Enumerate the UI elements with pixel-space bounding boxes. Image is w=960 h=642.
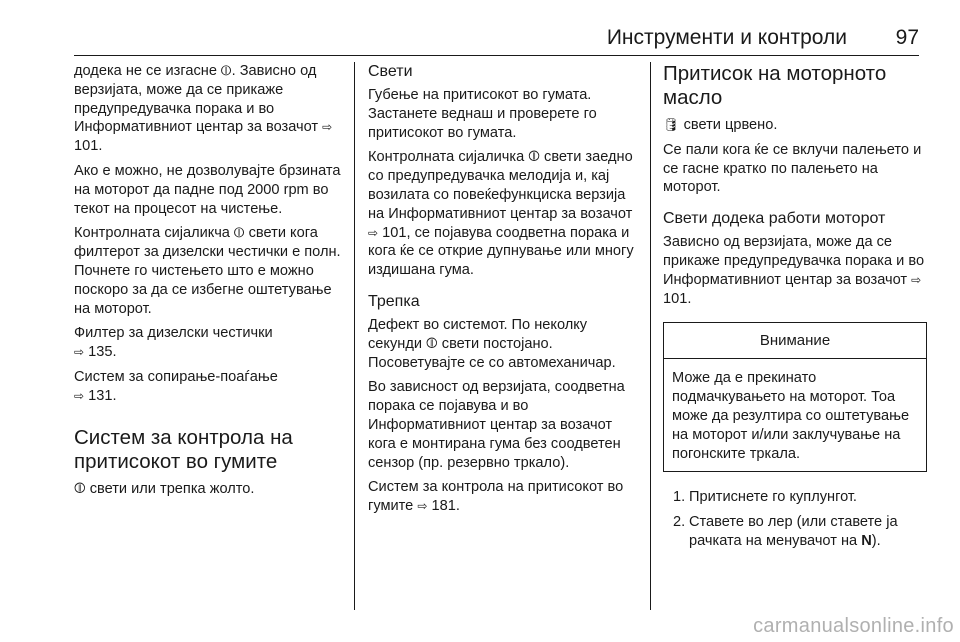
caution-box [663,322,927,472]
list-item: 2. Ставете во лер (или ставете ја рачката на менувачот на N). [673,514,898,549]
caution-body [664,359,926,471]
subheading: Трепка [368,292,420,310]
watermark: carmanualsonline.info [753,615,954,637]
column-right [663,62,925,557]
column-divider [650,62,651,610]
section-title: Инструменти и контроли [606,26,847,49]
page-ref-icon: ⇨ [368,225,379,240]
paragraph: Ако е можно, не дозволувајте брзината на моторот да падне под 2000 rpm во текот на процесот на чистење. [74,162,341,217]
column-middle [368,62,640,522]
paragraph: ⦷ свети или трепка жолто. [74,480,255,497]
paragraph: Систем за сопирање-поаѓање ⇨ 131. [74,368,278,404]
subheading: Свети [368,63,413,80]
section-heading: Притисок на моторното масло [663,62,887,109]
paragraph: Филтер за дизелски честички ⇨ 135. [74,325,273,361]
caution-title: Внимание [664,323,926,359]
page-number: 97 [895,26,919,49]
page-ref-icon: ⇨ [74,388,85,403]
list-item: 1. Притиснете го куплунгот. [673,489,857,506]
paragraph: додека не се изгасне ⦶. Зависно од верзијата, може да се прикаже предупредувачка порака и во Информативниот центар за возачот ⇨ 101. [74,63,333,155]
subheading: Свети додека работи моторот [663,210,886,228]
page-ref-icon: ⇨ [74,345,85,360]
column-left [74,62,344,504]
caution-text: Може да е прекинато подмачкувањето на моторот. Тоа може да резултира со оштетување на моторот и/или заклучување на погонските тркала. [672,370,910,462]
paragraph: Се пали кога ќе се вклучи палењето и се гасне кратко по палењето на моторот. [663,141,922,196]
page-header [74,12,919,52]
paragraph: Контролната сијаличка ⦷ свети заедно со предупредувачка мелодија и, кај возилата со повеќефункциска верзија на Информативниот центар за возачот ⇨ 101, се појавува соодветна порака и кога ќе се открие дупнување или многу издишана гума. [368,149,634,279]
paragraph: Дефект во системот. По неколку секунди ⦷ свети постојано. Посоветувајте се со автомеханичар. [368,316,616,371]
page-ref-icon: ⇨ [417,499,428,514]
paragraph: Во зависност од верзијата, соодветна порака се појавува и во Информативниот центар за возачот кога е монтирана гума без соодветен сензор (пр. резервно тркало). [368,379,625,471]
paragraph: Зависно од верзијата, може да се прикаже предупредувачка порака и во Информативниот центар за возачот ⇨ 101. [663,234,925,307]
column-divider [354,62,355,610]
paragraph: 🛢 свети црвено. [663,117,778,133]
oil-can-icon: 🛢 [663,117,680,132]
page-ref-icon: ⇨ [911,272,922,287]
page-ref-icon: ⇨ [322,120,333,135]
header-rule [74,55,919,56]
section-heading: Систем за контрола на притисокот во гумите [74,425,293,473]
paragraph: Губење на притисокот во гумата. Застанете веднаш и проверете го притисокот во гумата. [368,87,597,141]
paragraph: Контролната сијаликча ⦶ свети кога филтерот за дизелски честички е полн. Почнете го чистењето што е можно поскоро за да се избегне оштетување на моторот. [74,225,341,317]
paragraph: Систем за контрола на притисокот во гумите ⇨ 181. [368,479,624,515]
steps-list [663,488,925,550]
